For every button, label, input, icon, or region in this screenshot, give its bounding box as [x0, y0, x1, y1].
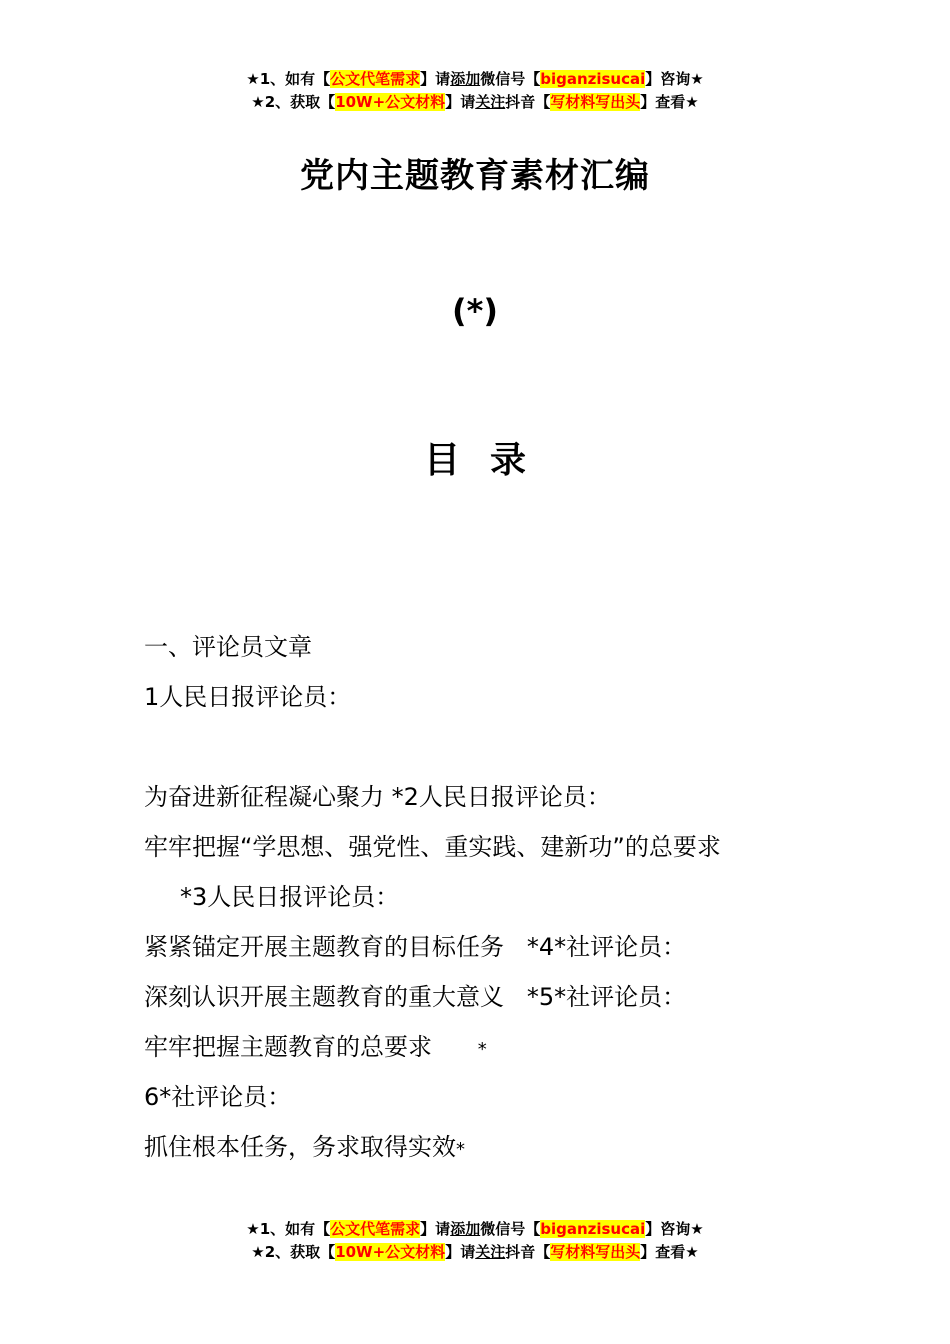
banner-text: 】查看★ [640, 93, 699, 111]
toc-entry: 牢牢把握“学思想、强党性、重实践、建新功”的总要求 [144, 833, 721, 861]
banner-text: 】请 [420, 1220, 451, 1238]
toc-entry [144, 1125, 864, 1175]
underlined-text: 关注 [475, 1243, 506, 1261]
toc-entry: 6*社评论员： [144, 1083, 292, 1111]
banner-text: 抖音【 [505, 93, 551, 111]
banner-text: 抖音【 [505, 1243, 551, 1261]
banner-text: 微信号【 [480, 1220, 541, 1238]
banner-line-1 [0, 68, 950, 91]
spacer [144, 725, 864, 775]
banner-text: ★1、如有【 [246, 1220, 331, 1238]
highlight-text: 公文代笔需求 [330, 70, 421, 88]
toc-heading: 目录 [423, 440, 556, 481]
wechat-id: biganzisucai [540, 1220, 646, 1238]
douyin-account: 写材料写出头 [550, 1243, 641, 1261]
banner-text: 微信号【 [480, 70, 541, 88]
highlight-text: 10W+公文材料 [335, 93, 446, 111]
banner-text: ★1、如有【 [246, 70, 331, 88]
toc-entry-source: *4*社评论员： [526, 933, 687, 961]
banner-text: 】请 [420, 70, 451, 88]
toc-entry: *3人民日报评论员： [180, 883, 400, 911]
toc-entry: 1人民日报评论员： [144, 683, 352, 711]
banner-text: 】咨询★ [645, 70, 704, 88]
douyin-account: 写材料写出头 [550, 93, 641, 111]
highlight-text: 公文代笔需求 [330, 1220, 421, 1238]
toc-entry-marker: * [477, 1039, 487, 1060]
document-subtitle: (*) [452, 292, 498, 330]
toc-entry-title: 紧紧锚定开展主题教育的目标任务 [144, 933, 504, 961]
banner-line-2 [0, 1241, 950, 1264]
toc-entry-source: *2人民日报评论员： [391, 783, 611, 811]
highlight-text: 10W+公文材料 [335, 1243, 446, 1261]
toc-entry-title: 深刻认识开展主题教育的重大意义 [144, 983, 504, 1011]
toc-section-heading: 一、评论员文章 [144, 633, 312, 661]
banner-text: 】请 [445, 1243, 476, 1261]
banner-line-1 [0, 1218, 950, 1241]
toc-entry-marker: * [456, 1139, 465, 1160]
toc-entry [144, 975, 864, 1025]
toc-entry-title: 抓住根本任务，务求取得实效 [144, 1133, 456, 1161]
header-banner [0, 68, 950, 114]
banner-text: 】咨询★ [645, 1220, 704, 1238]
banner-text: 】请 [445, 93, 476, 111]
toc-entry [144, 775, 864, 825]
toc-entry-title: 牢牢把握主题教育的总要求 [144, 1033, 432, 1061]
underlined-text: 添加 [450, 1220, 481, 1238]
banner-text: 】查看★ [640, 1243, 699, 1261]
banner-text: ★2、获取【 [251, 93, 336, 111]
toc-entry-title: 为奋进新征程凝心聚力 [144, 783, 384, 811]
banner-line-2 [0, 91, 950, 114]
footer-banner [0, 1218, 950, 1264]
toc-entry-source: *5*社评论员： [526, 983, 687, 1011]
document-title: 党内主题教育素材汇编 [300, 156, 650, 196]
table-of-contents [144, 625, 864, 1175]
banner-text: ★2、获取【 [251, 1243, 336, 1261]
toc-entry [144, 925, 864, 975]
underlined-text: 添加 [450, 70, 481, 88]
underlined-text: 关注 [475, 93, 506, 111]
wechat-id: biganzisucai [540, 70, 646, 88]
toc-entry [144, 1025, 864, 1075]
